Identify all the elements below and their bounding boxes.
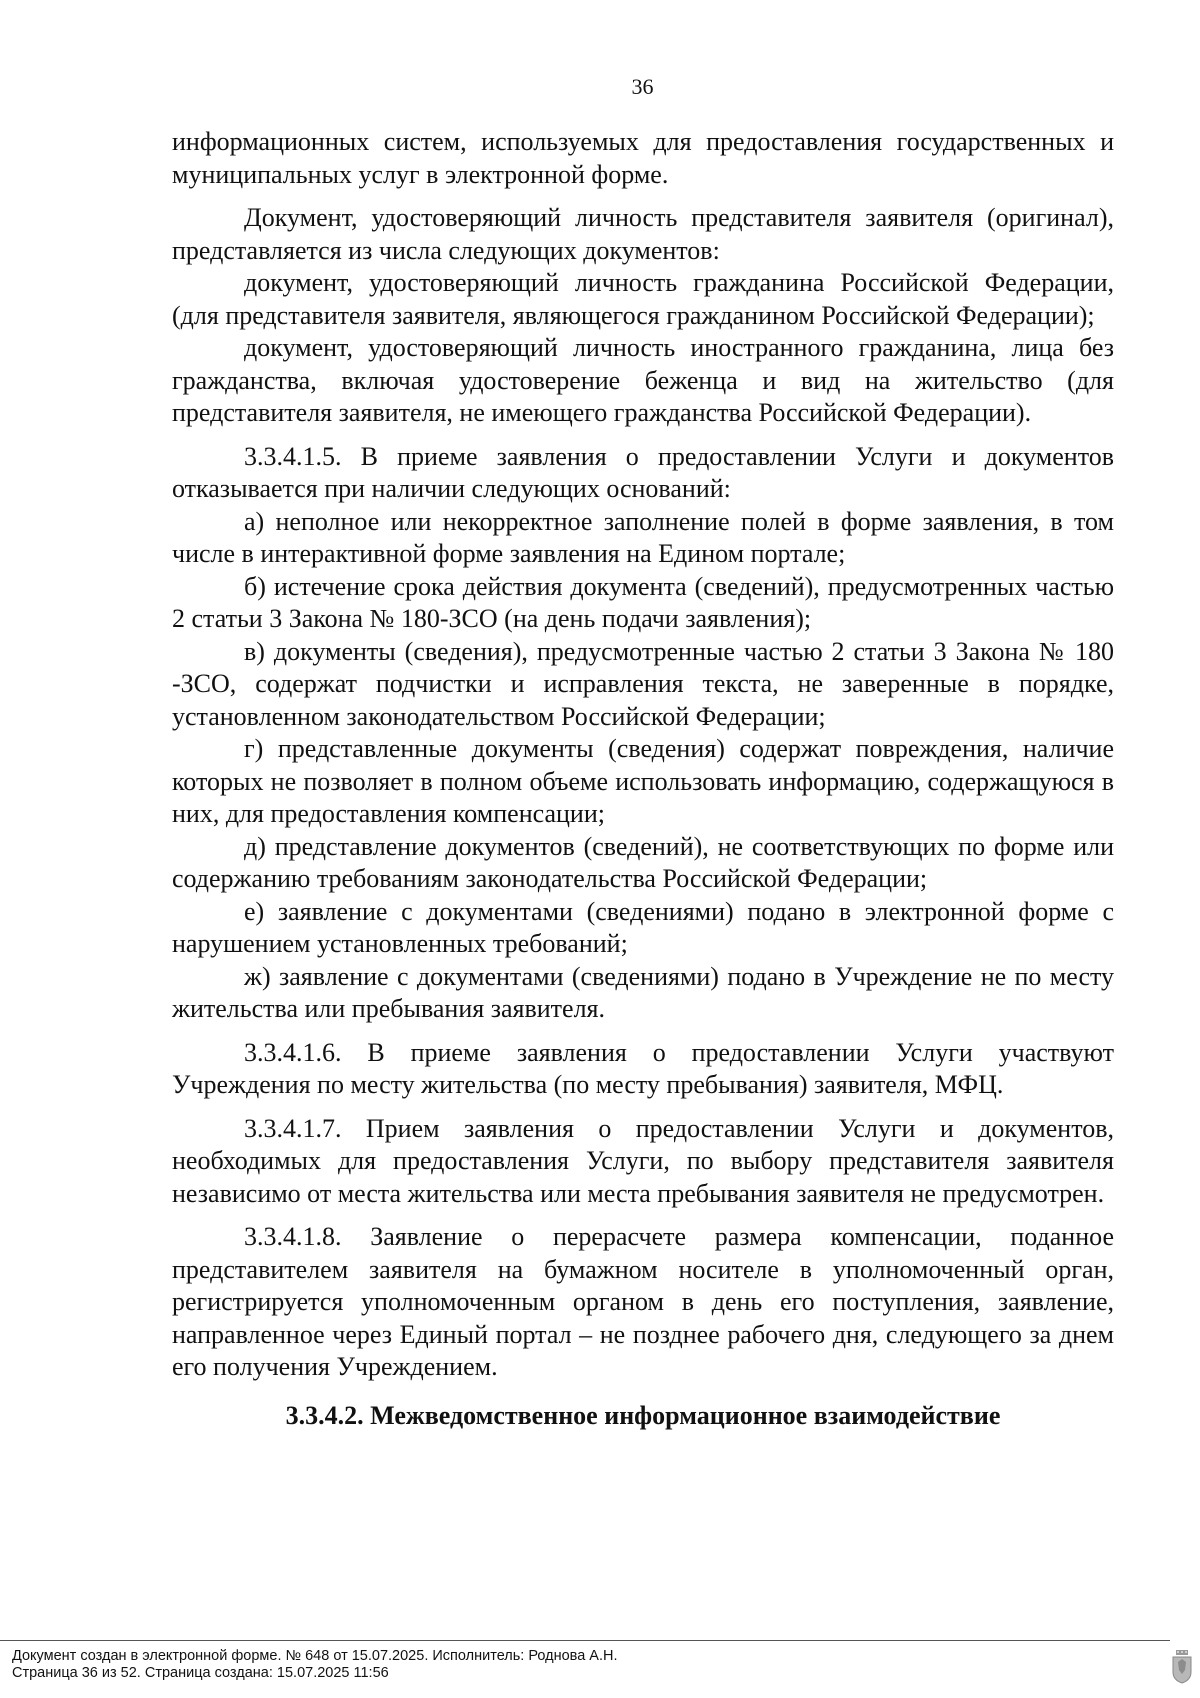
clause-3-3-4-1-7: 3.3.4.1.7. Прием заявления о предоставлении Услуги и документов, необходимых для предоставления Услуги, по выбору представителя заявителя независимо от места жительства или места пребывания заявителя не предусмотрен. xyxy=(172,1113,1114,1208)
list-item-d: д) представление документов (сведений), не соответствующих по форме или содержанию требованиям законодательства Российской Федерации; xyxy=(172,831,1114,893)
list-item-e: е) заявление с документами (сведениями) подано в электронной форме с нарушением установленных требований; xyxy=(172,896,1114,958)
list-item-zh: ж) заявление с документами (сведениями) подано в Учреждение не по месту жительства или пребывания заявителя. xyxy=(172,961,1114,1023)
section-heading: 3.3.4.2. Межведомственное информационное взаимодействие xyxy=(285,1400,1001,1430)
footer-line-page-info: Страница 36 из 52. Страница создана: 15.07.2025 11:56 xyxy=(12,1665,389,1681)
document-footer xyxy=(12,1648,618,1682)
paragraph-continuation: информационных систем, используемых для предоставления государственных и муниципальных услуг в электронной форме. xyxy=(172,127,1114,189)
list-item-a: а) неполное или некорректное заполнение полей в форме заявления, в том числе в интерактивной форме заявления на Едином портале; xyxy=(172,506,1114,568)
list-item-v: в) документы (сведения), предусмотренные частью 2 статьи 3 Закона № 180 -ЗСО, содержат подчистки и исправления текста, не заверенные в порядке, установленном законодательством Российской Федерации; xyxy=(172,636,1114,731)
page-number: 36 xyxy=(631,74,654,99)
coat-of-arms-icon xyxy=(1172,1650,1192,1684)
footer-divider xyxy=(0,1640,1170,1641)
clause-3-3-4-1-6: 3.3.4.1.6. В приеме заявления о предоставлении Услуги участвуют Учреждения по месту жительства (по месту пребывания) заявителя, МФЦ. xyxy=(172,1037,1114,1099)
document-body xyxy=(172,126,1114,1432)
list-item-foreign-document: документ, удостоверяющий личность иностранного гражданина, лица без гражданства, включая удостоверение беженца и вид на жительство (для представителя заявителя, не имеющего гражданства Российской Федерации). xyxy=(172,333,1114,427)
list-item-g: г) представленные документы (сведения) содержат повреждения, наличие которых не позволяет в полном объеме использовать информацию, содержащуюся в них, для предоставления компенсации; xyxy=(172,734,1114,828)
paragraph-representative-document: Документ, удостоверяющий личность представителя заявителя (оригинал), представляется из числа следующих документов: xyxy=(172,203,1114,265)
clause-3-3-4-1-8: 3.3.4.1.8. Заявление о перерасчете размера компенсации, поданное представителем заявителя на бумажном носителе в уполномоченный орган, регистрируется уполномоченным органом в день его поступления, заявление, направленное через Единый портал – не позднее рабочего дня, следующего за днем его получения Учреждением. xyxy=(172,1222,1114,1381)
list-item-b: б) истечение срока действия документа (сведений), предусмотренных частью 2 статьи 3 Закона № 180-ЗСО (на день подачи заявления); xyxy=(172,571,1114,633)
footer-line-document-info: Документ создан в электронной форме. № 648 от 15.07.2025. Исполнитель: Роднова А.Н. xyxy=(12,1648,618,1664)
clause-3-3-4-1-5: 3.3.4.1.5. В приеме заявления о предоставлении Услуги и документов отказывается при наличии следующих оснований: xyxy=(172,441,1114,503)
list-item-russian-passport: документ, удостоверяющий личность гражданина Российской Федерации, (для представителя заявителя, являющегося гражданином Российской Федерации); xyxy=(172,268,1114,330)
